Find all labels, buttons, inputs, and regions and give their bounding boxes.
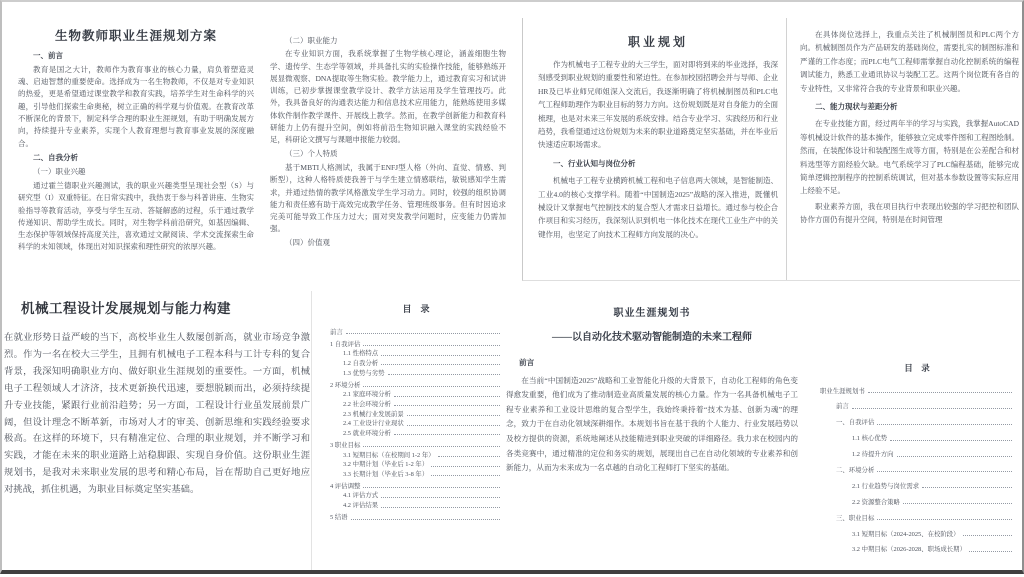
toc-entry-label: 1.1 性格特点 — [343, 350, 379, 358]
toc-row — [330, 398, 502, 408]
toc-entry-label: 2.2 资源整合策略 — [852, 498, 900, 506]
career-page-title: 职业规划 — [627, 35, 688, 49]
toc-row — [330, 427, 502, 437]
auto-body-flow — [506, 356, 798, 476]
document-mech-design-plan — [4, 291, 310, 574]
toc-leader-dots — [363, 386, 500, 387]
toc-entry-label: 一、自我评估 — [836, 419, 875, 427]
toc-leader-dots — [381, 364, 500, 365]
toc-header: 目 录 — [904, 363, 930, 373]
text-line: 前言 — [519, 358, 535, 367]
toc-leader-dots — [381, 497, 500, 498]
toc-row — [820, 451, 1014, 459]
toc-row — [820, 498, 1014, 506]
toc-rows — [820, 387, 1014, 553]
toc-leader-dots — [363, 446, 500, 447]
toc-entry-label: 3.2 中期计划（毕业后 1-2 年） — [343, 461, 429, 469]
toc-header: 目 录 — [402, 304, 430, 314]
toc-row — [330, 408, 502, 418]
toc-row — [330, 367, 502, 377]
toc-entry-label: 1.2 待提升方向 — [852, 451, 894, 459]
toc-row — [330, 468, 502, 478]
toc-leader-dots — [407, 425, 500, 426]
toc-entry-label: 前言 — [330, 328, 343, 336]
toc-entry-label: 职业生涯规划书 — [820, 387, 865, 395]
toc-row — [820, 546, 1014, 554]
toc-leader-dots — [877, 471, 1012, 472]
toc-row — [330, 459, 502, 469]
toc-entry-label: 二、环境分析 — [836, 466, 875, 474]
toc-entry-label: 2.5 就业环境分析 — [343, 429, 391, 437]
toc-row — [330, 490, 502, 500]
toc-row — [820, 387, 1014, 395]
toc-entry-label: 3.1 短期目标（在校期间 1-2 年） — [343, 451, 435, 459]
text-line: 教育是国之大计，教师作为教育事业的核心力量，肩负着塑造灵魂、启迪智慧的重要使命。选择成为一名生物教师，不仅是对专业知识的热爱，更是希望通过课堂教学和教育实践，培养学生对生命科学的兴趣，引导他们探索生命奥秘，树立正确的科学观与价值观。在教育改革不断深化的背景下，制定科学合理的职业生涯规划，有助于明确发展方向，持续提升专业素养，实现个人教育理想与教育事业发展的深度融合。 — [18, 64, 254, 148]
toc-row — [820, 466, 1014, 474]
toc-leader-dots — [438, 456, 500, 457]
text-line: （一）职业兴趣 — [33, 167, 86, 177]
toc-leader-dots — [346, 333, 500, 334]
toc-entry-label: 2.4 工业设计行业现状 — [343, 420, 404, 428]
text-line: （三）个人特质 — [285, 149, 338, 159]
text-line: 在就业形势日益严峻的当下，高校毕业生人数屡创新高，就业市场竞争激烈。作为一名在校大三学生，且拥有机械电子工程本科与工计专科的复合背景，我深知明确职业方向、做好职业生涯规划的重要性。一方面，机械电子工程领域人才济济，技术更新换代迅速，要想脱颖而出，必须持续提升专业技能，紧跟行业前沿趋势；另一方面，工程设计行业虽发展前景广阔，但设计理念不断革新，市场对人才的审美、创新思维和实践经验要求极高。在这样的环境下，只有精准定位、合理的职业规划，并不断学习和实践，才能在未来的职业道路上站稳脚跟、实现自身价值。这份职业生涯规划书，是我对未来职业发展的思考和精心布局，旨在帮助自己更好地应对挑战，抓住机遇，为职业目标奠定坚实基础。 — [4, 333, 310, 496]
toc-leader-dots — [963, 535, 1012, 536]
toc-entry-label: 3.3 长期计划（毕业后 3-8 年） — [343, 470, 429, 478]
toc-rows — [330, 326, 502, 521]
toc-entry-label: 4 评估调整 — [330, 482, 361, 490]
text-line: 一、前言 — [33, 51, 63, 60]
toc-entry-label: 3 职业目标 — [330, 441, 361, 449]
text-line: （二）职业能力 — [285, 35, 338, 45]
text-line: 在具体岗位选择上，我重点关注了机械制图员和PLC两个方向。机械制图员作为产品研发的基础岗位，需要扎实的制图标准和严谨的工作态度；而PLC电气工程师需掌握自动化控制系统的编程调试能力，熟悉工业通讯协议与装配工艺。这两个岗位既有各自的专业特性，又非常符合我的专业背景和职业兴趣。 — [800, 30, 1019, 93]
bio-left-flow — [18, 50, 254, 254]
toc-row — [820, 419, 1014, 427]
toc-entry-label: 5 结语 — [330, 514, 348, 521]
toc-leader-dots — [394, 434, 500, 435]
auto-page-title: 职业生涯规划书 — [613, 308, 691, 319]
toc-row — [820, 482, 1014, 490]
toc-page-mech — [311, 291, 512, 574]
text-line: 作为机械电子工程专业的大三学生，面对即将到来的毕业选择，我深刻感受到职业规划的重要性和紧迫性。在参加校园招聘会并与导师、企业HR及已毕业师兄师姐深入交流后，我逐渐明确了将机械制图员和PLC电气工程师助理作为职业目标的努力方向。这份规划既是对自身能力的全面梳理，也是对未来三年发展的系统安排。结合专业学习、实践经历和行业趋势，我希望通过这份规划为未来的职业道路奠定坚实基础，并在毕业后快速适应职场需求。 — [538, 60, 778, 150]
toc-leader-dots — [897, 456, 1012, 457]
toc-entry-label: 1.2 自我分析 — [343, 359, 379, 367]
text-line: 通过霍兰德职业兴趣测试，我的职业兴趣类型呈现社会型（S）与研究型（I）双重特征。在日常实践中，我热衷于参与科普讲座、生物实验指导等教育活动，享受与学生互动、答疑解惑的过程，乐于通过教学传递知识、帮助学生成长。同时，对生物学科前沿研究，如基因编辑、生态保护等领域保持高度关注，喜欢通过文献阅读、学术交流探索生命科学的未知领域，体现出对知识探索和理性研究的浓厚兴趣。 — [18, 180, 254, 252]
toc-row — [330, 480, 502, 490]
text-line: 在当前“中国制造2025”战略和工业智能化升级的大背景下，自动化工程师的角色变得愈发重要，他们成为了推动制造业高质量发展的核心力量。作为一名具备机械电子工程专业素养和工业设计思维的复合型学生，我始终秉持着“技术为基、创新为魂”的理念，致力于在自动化领域深耕细作。本规划书旨在基于我的个人能力、行业发展趋势以及校方提供的资源，系统地阐述从技能精进到职业突破的详细路径。我力求在校园内的各类竞赛中，通过精准的定位和务实的规划，展现出自己在自动化领域的专业素养和创新能力，从而为未来成为一名卓越的自动化工程师打下坚实的基础。 — [506, 375, 798, 473]
toc-leader-dots — [363, 487, 500, 488]
bio-right-flow — [270, 35, 506, 250]
toc-row — [820, 530, 1014, 538]
text-line: 在专业技能方面，经过两年半的学习与实践，我掌握AutoCAD等机械设计软件的基本操作，能够独立完成零件图和工程图绘制。然而，在装配体设计和装配图生成等方面，特别是在公差配合和材料选型等方面经验欠缺。电气系统学习了PLC编程基础，能够完成简单逻辑控制程序的控制系统调试，但对基本参数设置等实际应用上经验不足。 — [800, 119, 1019, 196]
toc-leader-dots — [394, 405, 500, 406]
toc-row — [330, 348, 502, 358]
toc-leader-dots — [903, 503, 1012, 504]
toc-leader-dots — [388, 374, 500, 375]
toc-entry-label: 2 环境分析 — [330, 381, 361, 389]
toc-leader-dots — [381, 355, 500, 356]
text-line: 一、行业认知与岗位分析 — [553, 158, 636, 168]
toc-leader-dots — [922, 487, 1012, 488]
toc-row — [330, 389, 502, 399]
toc-row — [330, 357, 502, 367]
toc-entry-label: 4.1 评估方式 — [343, 492, 379, 500]
text-line: （四）价值观 — [285, 238, 330, 248]
toc-entry-label: 2.1 家庭环境分析 — [343, 391, 391, 399]
document-bio-teacher-plan — [18, 14, 506, 286]
career-right-flow — [800, 28, 1019, 227]
toc-entry-label: 2.2 社会环境分析 — [343, 400, 391, 408]
toc-leader-dots — [868, 392, 1012, 393]
text-line: 在专业知识方面，我系统掌握了生物学核心理论，涵盖细胞生物学、遗传学、生态学等领域，并具备扎实的实验操作技能，能够熟练开展显微观察、DNA提取等生物实验。教学能力上，通过教育实习和试讲训练，已初步掌握课堂教学设计、教学方法运用及学生管理技巧。此外，我具备良好的沟通表达能力和信息技术应用能力，能熟练使用多媒体软件制作教学课件、开展线上教学。然而，在教学创新能力和教育科研能力上仍有提升空间，例如将前沿生物知识融入课堂的实践经验不足，科研论文撰写与课题申报能力较弱。 — [270, 49, 506, 145]
toc-leader-dots — [969, 551, 1012, 552]
career-left-column — [538, 20, 778, 243]
toc-leader-dots — [363, 345, 500, 346]
career-left-flow — [538, 58, 778, 241]
toc-row — [820, 435, 1014, 443]
text-line: 机械电子工程专业横跨机械工程和电子信息两大领域，是智能制造、工业4.0的核心支撑学科。随着“中国制造2025”战略的深入推进，既懂机械设计又掌握电气控制技术的复合型人才需求日益增长。通过参与校企合作项目和实习经历，我深刻认识到机电一体化技术在现代工业生产中的关键作用，也坚定了向技术工程师方向发展的决心。 — [538, 176, 778, 239]
toc-entry-label: 3.2 中期目标（2026-2028、职场成长期） — [852, 546, 966, 554]
document-career-planning — [522, 18, 1020, 281]
toc-entry-label: 1 自我评估 — [330, 340, 361, 348]
toc-entry-label: 2.1 行业趋势与岗位需求 — [852, 482, 920, 490]
bio-left-column — [18, 14, 254, 286]
toc-leader-dots — [852, 408, 1012, 409]
toc-leader-dots — [351, 519, 500, 520]
mech-page-title: 机械工程设计发展规划与能力构建 — [21, 301, 231, 316]
toc-leader-dots — [407, 415, 500, 416]
career-right-column — [800, 28, 1019, 229]
toc-entry-label: 1.3 优势与劣势 — [343, 369, 385, 377]
mech-body-flow — [4, 330, 310, 499]
toc-row — [330, 338, 502, 348]
toc-leader-dots — [394, 396, 500, 397]
toc-entry-label: 2.3 机械行业发展前景 — [343, 410, 404, 418]
bio-right-column — [270, 14, 506, 286]
toc-row — [330, 511, 502, 521]
toc-row — [330, 439, 502, 449]
toc-leader-dots — [431, 475, 500, 476]
toc-entry-label: 3.1 短期目标（2024-2025、在校阶段） — [852, 530, 960, 538]
toc-entry-label: 4.2 评估结果 — [343, 502, 379, 510]
toc-leader-dots — [877, 424, 1012, 425]
toc-row — [820, 403, 1014, 411]
toc-page-auto — [820, 354, 1018, 574]
page-divider — [786, 18, 787, 280]
toc-entry-label: 三、职业目标 — [836, 514, 875, 522]
text-line: 二、能力现状与差距分析 — [815, 102, 898, 112]
auto-page-subtitle: ——以自动化技术驱动智能制造的未来工程师 — [552, 332, 752, 343]
toc-leader-dots — [431, 466, 500, 467]
toc-leader-dots — [890, 440, 1012, 441]
bio-page-title: 生物教师职业生涯规划方案 — [54, 29, 217, 43]
text-line: 二、自我分析 — [33, 153, 78, 163]
text-line: 职业素养方面，我在项目执行中表现出较强的学习把控和团队协作方面仍有提升空间，特别是在时间管理 — [800, 201, 1019, 225]
document-automation-plan — [502, 291, 802, 574]
text-line: 基于MBTI人格测试，我属于ENFJ型人格（外向、直觉、情感、判断型），这种人格特质使我善于与学生建立情感联结，敏锐感知学生需求，并通过热情的教学风格激发学生学习动力。同时，较强的组织协调能力和责任感有助于高效完成教学任务、管理班级事务。但有时因追求完美可能导致工作压力过大；面对突发教学问题时，应变能力仍需加强。 — [270, 162, 506, 234]
toc-leader-dots — [877, 519, 1012, 520]
toc-row — [330, 449, 502, 459]
toc-entry-label: 前言 — [836, 403, 849, 411]
toc-row — [330, 499, 502, 509]
toc-row — [330, 418, 502, 428]
toc-row — [330, 326, 502, 336]
toc-row — [330, 379, 502, 389]
toc-row — [820, 514, 1014, 522]
toc-leader-dots — [381, 507, 500, 508]
toc-entry-label: 1.1 核心优势 — [852, 435, 888, 443]
